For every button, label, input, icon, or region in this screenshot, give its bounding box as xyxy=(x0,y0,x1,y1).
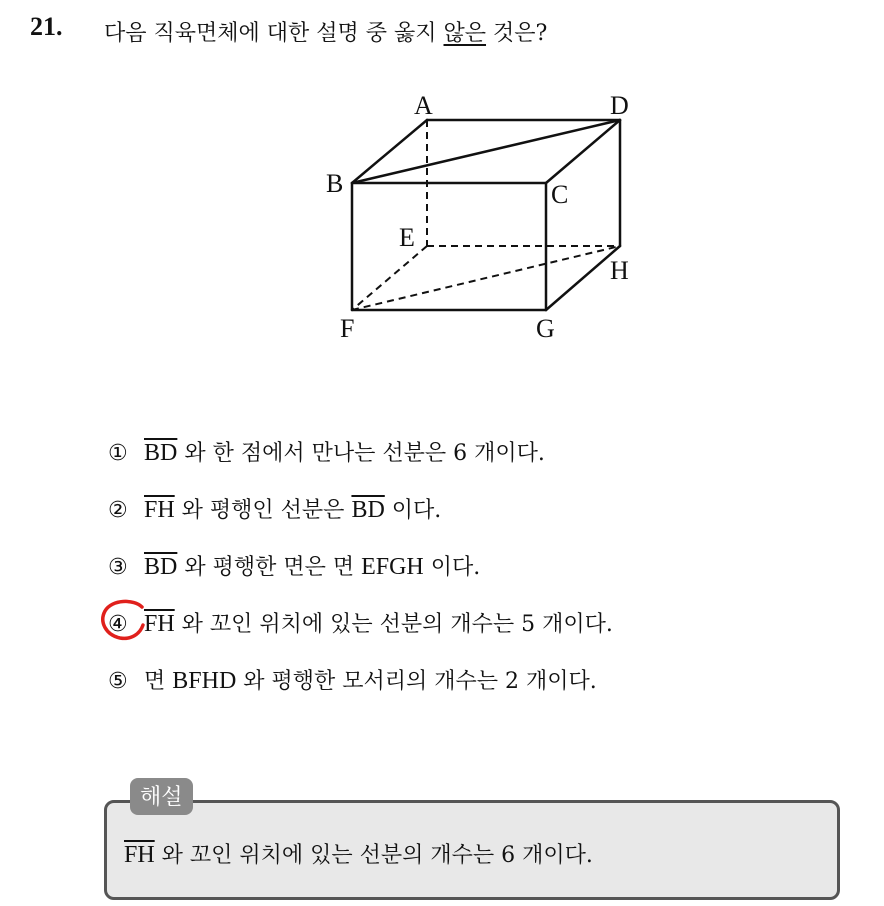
text-fragment: 와 꼬인 위치에 있는 선분의 개수는 5 개이다. xyxy=(174,612,613,637)
text-fragment: 와 평행인 선분은 xyxy=(174,498,352,523)
text-fragment: 와 평행한 모서리의 개수는 2 개이다. xyxy=(236,669,597,694)
text-fragment: 와 꼬인 위치에 있는 선분의 개수는 6 개이다. xyxy=(154,843,593,868)
choice-number: ③ xyxy=(108,555,128,580)
vertex-label-F: F xyxy=(340,314,355,343)
vertex-label-C: C xyxy=(551,180,569,209)
face-name: BFHD xyxy=(172,668,237,694)
choice-number: ④ xyxy=(108,612,128,637)
vertex-label-H: H xyxy=(610,256,629,285)
choice-text xyxy=(144,612,613,637)
choice-number: ② xyxy=(108,498,128,523)
segment-notation: $\overline{BD}$ xyxy=(351,497,385,523)
text-fragment: 이다. xyxy=(423,555,481,580)
choice-3[interactable] xyxy=(108,550,480,581)
question-underlined-word: 않은 xyxy=(443,21,487,46)
choice-number: ⑤ xyxy=(108,669,128,694)
text-fragment: 이다. xyxy=(384,498,442,523)
cuboid-figure xyxy=(0,0,884,360)
vertex-label-E: E xyxy=(399,223,415,252)
vertex-label-B: B xyxy=(326,169,344,198)
answer-circle-mark xyxy=(98,597,154,645)
choice-4[interactable] xyxy=(108,607,613,638)
text-fragment: 면 xyxy=(144,669,173,694)
choice-text xyxy=(144,555,480,580)
hidden-diagonal-FH xyxy=(352,246,620,310)
choice-text xyxy=(144,441,545,466)
vertex-label-A: A xyxy=(414,91,433,120)
edge-GH xyxy=(546,246,620,310)
choice-text xyxy=(144,669,597,694)
choice-2[interactable] xyxy=(108,493,441,524)
text-fragment: 와 한 점에서 만나는 선분은 6 개이다. xyxy=(177,441,545,466)
question-number: 21. xyxy=(30,12,63,41)
question-text-before: 다음 직육면체에 대한 설명 중 옳지 xyxy=(104,21,444,46)
segment-notation: $\overline{BD}$ xyxy=(144,440,178,466)
segment-notation: $\overline{FH}$ xyxy=(144,497,175,523)
segment-notation: $\overline{FH}$ xyxy=(124,842,155,868)
choice-text xyxy=(144,498,441,523)
choice-number: ① xyxy=(108,441,128,466)
choice-5[interactable] xyxy=(108,664,597,695)
vertex-label-D: D xyxy=(610,91,629,120)
diagonal-BD xyxy=(352,120,620,183)
question-text-after: 것은? xyxy=(486,21,548,46)
explanation-text xyxy=(124,838,593,869)
choice-1[interactable] xyxy=(108,436,545,467)
vertex-label-G: G xyxy=(536,314,555,343)
explanation-tab: 해설 xyxy=(130,778,193,815)
segment-notation: $\overline{FH}$ xyxy=(144,611,175,637)
text-fragment: 와 평행한 면은 면 xyxy=(177,555,362,580)
segment-notation: $\overline{BD}$ xyxy=(144,554,178,580)
face-name: EFGH xyxy=(361,554,424,580)
